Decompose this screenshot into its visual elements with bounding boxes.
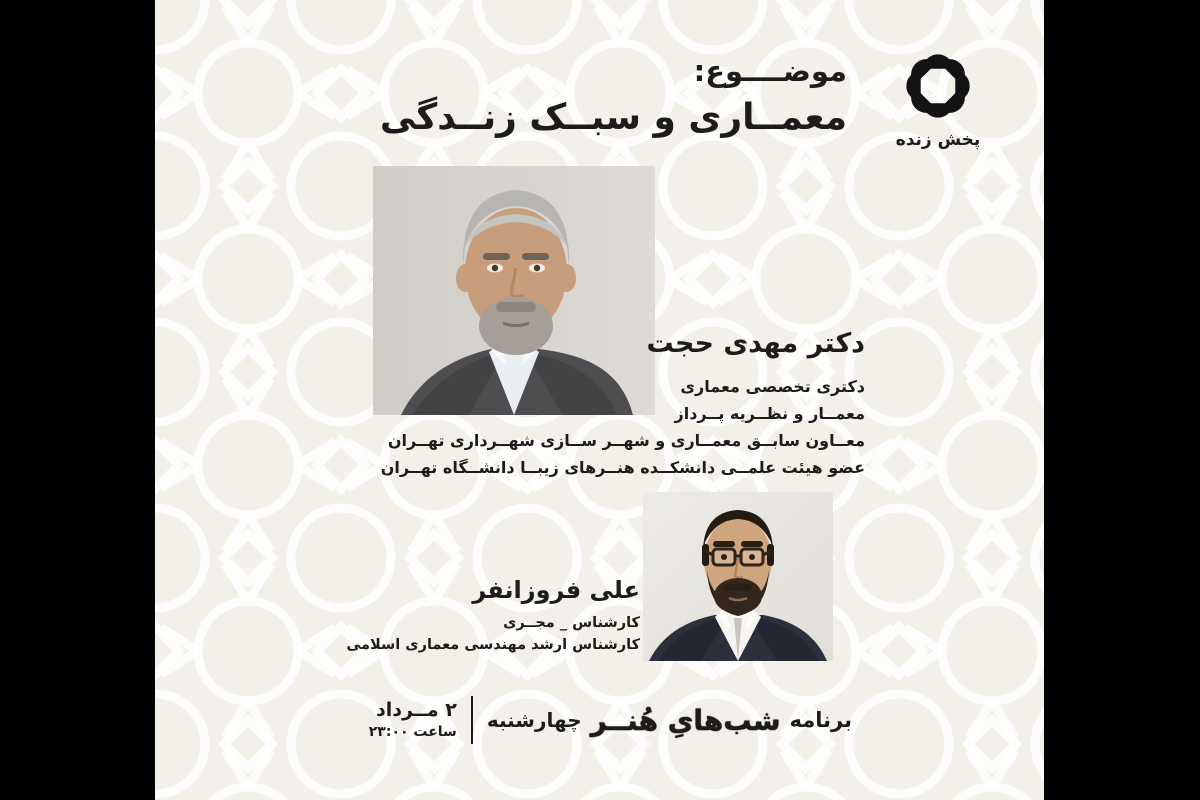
program-weekday: چهارشنبه	[486, 708, 582, 732]
topic-block	[380, 52, 847, 144]
topic-label: موضــــوع:	[693, 54, 847, 88]
date-time-block	[369, 698, 457, 742]
guest-role-line: عضو هیئت علمــی دانشکــده هنــرهای زیبــا دانشــگاه تهــران	[380, 458, 865, 477]
host-role-line: کارشناس ارشد مهندسی معماری اسلامی	[346, 637, 640, 653]
guest-role-line: معمــار و نظــریه پــرداز	[674, 404, 865, 423]
channel-logo-block	[888, 44, 988, 150]
poster-panel	[155, 0, 1044, 800]
program-time: ساعت ۲۳:۰۰	[368, 724, 457, 740]
program-name-logotype: شب‌هایِ هُنــر	[590, 703, 781, 737]
guest-info-block	[381, 328, 865, 481]
host-name: علی فروزانفر	[472, 576, 640, 604]
footer-divider	[471, 696, 473, 744]
host-photo	[643, 492, 833, 661]
live-broadcast-label: پخش زنده	[895, 130, 981, 150]
channel-knot-star-icon	[890, 44, 986, 128]
program-label: برنامه	[789, 708, 852, 732]
host-portrait-illustration	[643, 492, 833, 661]
guest-roles	[381, 373, 865, 481]
host-roles	[346, 612, 640, 656]
host-info-block	[346, 576, 640, 656]
program-footer	[369, 692, 852, 748]
guest-name: دکتر مهدی حجت	[646, 328, 865, 359]
program-date: ۲ مــرداد	[376, 699, 457, 721]
topic-title: معمــاری و سبــک زنــدگی	[379, 97, 847, 139]
guest-role-line: معــاون سابــق معمــاری و شهــر ســازی شهــرداری تهــران	[387, 431, 865, 450]
host-role-line: کارشناس _ مجــری	[503, 615, 640, 631]
guest-role-line: دکتری تخصصی معماری	[680, 377, 865, 396]
